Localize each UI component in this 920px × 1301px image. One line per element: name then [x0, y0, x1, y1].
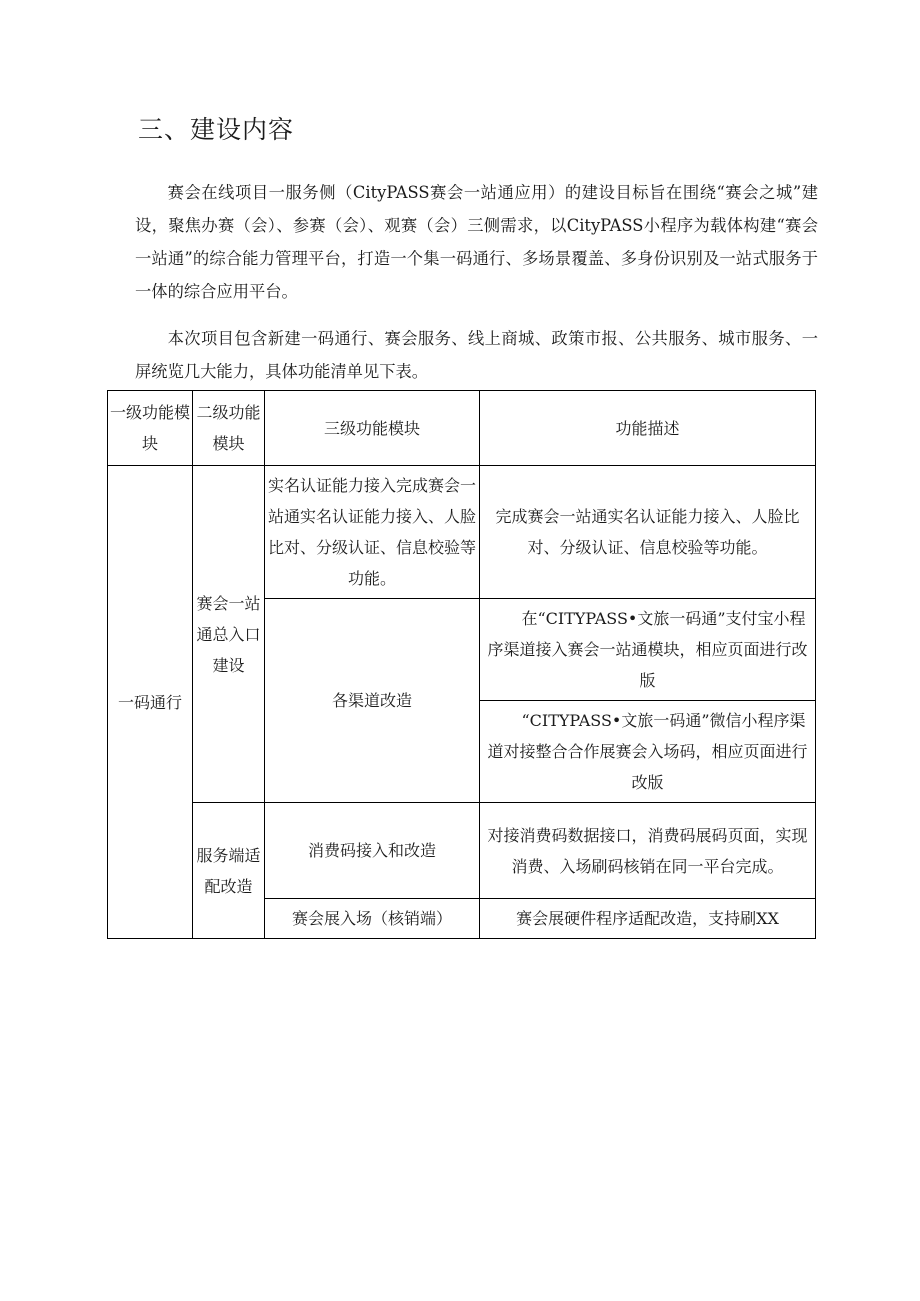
header-description: 功能描述	[480, 391, 816, 466]
level2-cell: 赛会一站通总入口建设	[193, 466, 265, 803]
table-row	[108, 466, 816, 599]
description-cell: 对接消费码数据接口，消费码展码页面，实现消费、入场刷码核销在同一平台完成。	[480, 803, 816, 899]
section-title: 三、建设内容	[138, 115, 295, 144]
description-cell: “CITYPASS•文旅一码通”微信小程序渠道对接整合合作展赛会入场码，相应页面进行改版	[480, 701, 816, 803]
level3-cell: 赛会展入场（核销端）	[265, 899, 480, 939]
level3-cell: 各渠道改造	[265, 599, 480, 803]
header-level2: 二级功能模块	[193, 391, 265, 466]
level1-cell: 一码通行	[108, 466, 193, 939]
function-list-table	[107, 390, 816, 939]
level3-cell: 消费码接入和改造	[265, 803, 480, 899]
table-header-row	[108, 391, 816, 466]
header-level1: 一级功能模块	[108, 391, 193, 466]
description-cell: 完成赛会一站通实名认证能力接入、人脸比对、分级认证、信息校验等功能。	[480, 466, 816, 599]
scope-paragraph: 本次项目包含新建一码通行、赛会服务、线上商城、政策市报、公共服务、城市服务、一屏统览几大能力，具体功能清单见下表。	[135, 329, 818, 381]
level2-cell: 服务端适配改造	[193, 803, 265, 939]
header-level3: 三级功能模块	[265, 391, 480, 466]
intro-paragraph: 赛会在线项目一服务侧（CityPASS赛会一站通应用）的建设目标旨在围绕“赛会之城”建设，聚焦办赛（会）、参赛（会）、观赛（会）三侧需求，以CityPASS小程序为载体构建“赛会一站通”的综合能力管理平台，打造一个集一码通行、多场景覆盖、多身份识别及一站式服务于一体的综合应用平台。	[135, 183, 818, 301]
level3-cell: 实名认证能力接入完成赛会一站通实名认证能力接入、人脸比对、分级认证、信息校验等功能。	[265, 466, 480, 599]
description-cell: 赛会展硬件程序适配改造，支持刷XX	[480, 899, 816, 939]
table-row	[108, 803, 816, 899]
description-cell: 在“CITYPASS•文旅一码通”支付宝小程序渠道接入赛会一站通模块，相应页面进行改版	[480, 599, 816, 701]
